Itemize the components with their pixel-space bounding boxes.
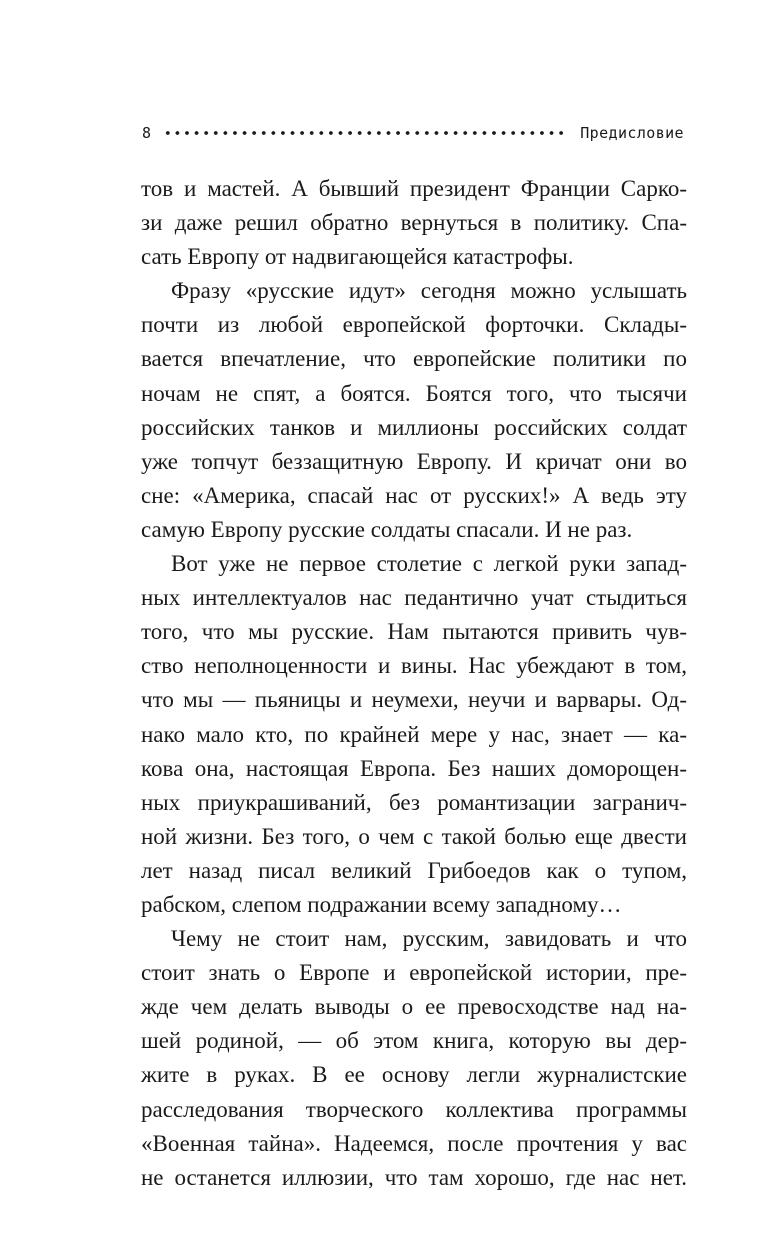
- text-line: расследования творческого коллектива программы: [141, 1096, 687, 1122]
- text-line: того, что мы русские. Нам пытаются привить чув-: [141, 619, 687, 645]
- text-line: зи даже решил обратно вернуться в политику. Спа-: [141, 210, 687, 236]
- section-title: Предисловие: [580, 124, 684, 142]
- text-line: ночам не спят, а боятся. Боятся того, что тысячи: [141, 380, 687, 406]
- text-line: ство неполноценности и вины. Нас убеждают в том,: [141, 653, 687, 679]
- text-line: российских танков и миллионы российских солдат: [141, 414, 687, 440]
- text-line: почти из любой европейской форточки. Склады-: [141, 312, 687, 338]
- text-line: что мы — пьяницы и неумехи, неучи и варвары. Од-: [141, 687, 687, 713]
- text-line: лет назад писал великий Грибоедов как о тупом,: [141, 857, 687, 883]
- text-line: кова она, настоящая Европа. Без наших доморощен-: [141, 755, 687, 781]
- text-line: жде чем делать выводы о ее превосходстве над на-: [141, 994, 687, 1020]
- text-line: жите в руках. В ее основу легли журналистские: [141, 1062, 687, 1088]
- text-line: «Военная тайна». Надеемся, после прочтения у вас: [141, 1130, 687, 1156]
- text-line: стоит знать о Европе и европейской истории, пре-: [141, 960, 687, 986]
- text-line: нако мало кто, по крайней мере у нас, знает — ка-: [141, 721, 687, 747]
- body-text: [141, 172, 687, 1195]
- text-line: тов и мастей. А бывший президент Франции Сарко-: [141, 176, 687, 201]
- text-line: уже топчут беззащитную Европу. И кричат они во: [141, 448, 687, 474]
- paragraph-first-line: Вот уже не первое столетие с легкой руки запад-: [171, 551, 687, 577]
- text-line: сне: «Америка, спасай нас от русских!» А ведь эту: [141, 482, 687, 508]
- text-line: шей родиной, — об этом книга, которую вы дер-: [141, 1028, 687, 1054]
- text-line: ных приукрашиваний, без романтизации загранич-: [141, 789, 687, 815]
- dot-leader: [163, 131, 568, 135]
- running-head: [142, 121, 684, 145]
- text-line: сать Европу от надвигающейся катастрофы.: [141, 244, 574, 270]
- text-line: ных интеллектуалов нас педантично учат стыдиться: [141, 585, 687, 611]
- text-line: ной жизни. Без того, о чем с такой болью еще двести: [141, 823, 687, 849]
- text-line: не останется иллюзии, что там хорошо, где нас нет.: [141, 1164, 687, 1190]
- page-number: 8: [142, 124, 152, 142]
- text-line: самую Европу русские солдаты спасали. И не раз.: [141, 516, 633, 542]
- paragraph-first-line: Фразу «русские идут» сегодня можно услышать: [171, 278, 687, 304]
- text-line: вается впечатление, что европейские политики по: [141, 346, 687, 372]
- paragraph-first-line: Чему не стоит нам, русским, завидовать и что: [171, 926, 687, 952]
- text-line: рабском, слепом подражании всему западному…: [141, 891, 622, 917]
